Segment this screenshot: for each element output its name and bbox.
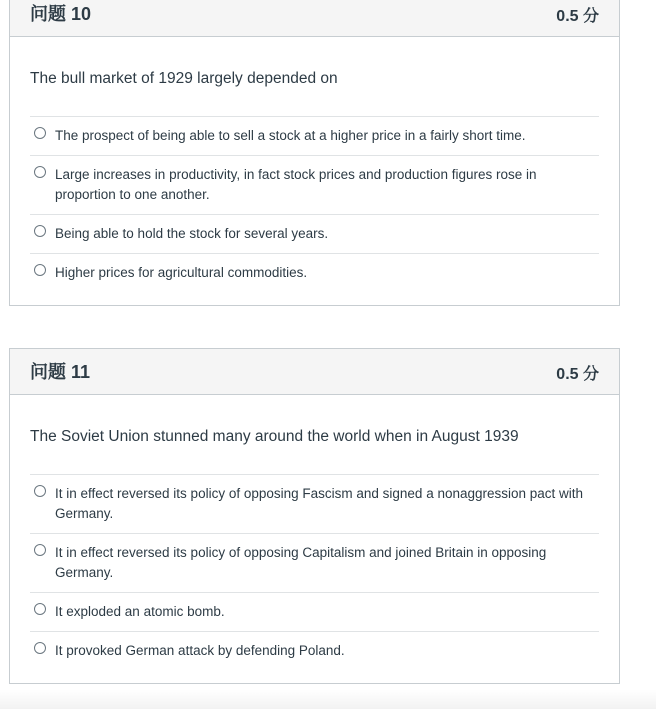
answer-option[interactable] — [30, 632, 599, 670]
answer-option[interactable] — [30, 156, 599, 215]
answer-option[interactable] — [30, 117, 599, 156]
question-body — [10, 395, 619, 670]
question-body — [10, 37, 619, 292]
answer-label[interactable]: Large increases in productivity, in fact stock prices and production figures rose in proportion to one another. — [55, 167, 537, 202]
answer-option[interactable] — [30, 475, 599, 534]
question-header — [10, 349, 619, 395]
answer-label[interactable]: It exploded an atomic bomb. — [55, 604, 225, 619]
answer-list — [30, 116, 599, 292]
question-text: The bull market of 1929 largely depended on — [30, 70, 338, 87]
radio-button[interactable] — [34, 544, 46, 556]
answer-label[interactable]: The prospect of being able to sell a stock at a higher price in a fairly short time. — [55, 128, 526, 143]
answer-list — [30, 474, 599, 670]
question-header — [10, 0, 619, 37]
question-title: 问题 11 — [30, 362, 91, 382]
radio-button[interactable] — [34, 485, 46, 497]
question-points: 0.5 分 — [556, 366, 599, 383]
page-footer-strip — [0, 690, 656, 709]
answer-option[interactable] — [30, 534, 599, 593]
answer-option[interactable] — [30, 215, 599, 254]
answer-option[interactable] — [30, 254, 599, 292]
answer-label[interactable]: It provoked German attack by defending Poland. — [55, 643, 345, 658]
answer-label[interactable]: It in effect reversed its policy of opposing Capitalism and joined Britain in opposing Germany. — [55, 545, 547, 580]
radio-button[interactable] — [34, 225, 46, 237]
answer-label[interactable]: It in effect reversed its policy of opposing Fascism and signed a nonaggression pact with Germany. — [55, 486, 584, 521]
answer-option[interactable] — [30, 593, 599, 632]
radio-button[interactable] — [34, 166, 46, 178]
radio-button[interactable] — [34, 127, 46, 139]
answer-label[interactable]: Higher prices for agricultural commodities. — [55, 265, 308, 280]
radio-button[interactable] — [34, 603, 46, 615]
radio-button[interactable] — [34, 264, 46, 276]
question-10 — [9, 0, 620, 306]
answer-label[interactable]: Being able to hold the stock for several years. — [55, 226, 329, 241]
question-title: 问题 10 — [30, 4, 92, 24]
question-points: 0.5 分 — [556, 8, 599, 25]
question-text: The Soviet Union stunned many around the world when in August 1939 — [30, 428, 519, 445]
radio-button[interactable] — [34, 642, 46, 654]
question-11 — [9, 348, 620, 684]
